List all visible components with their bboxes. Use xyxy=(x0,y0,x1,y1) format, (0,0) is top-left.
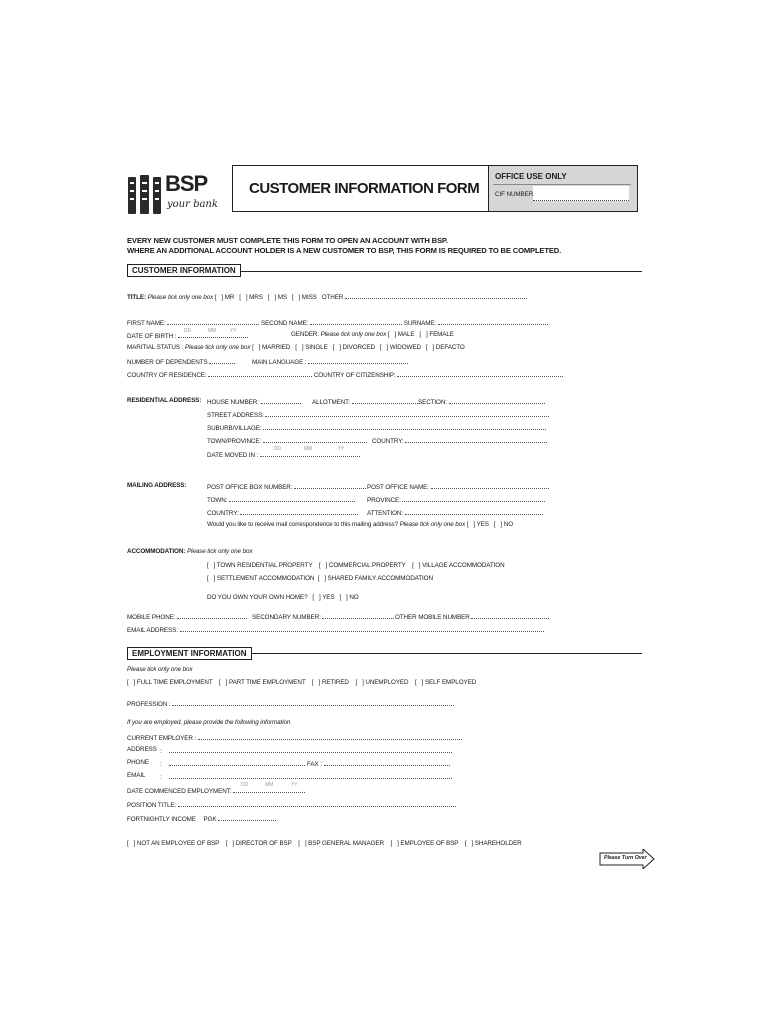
mail-town-field[interactable] xyxy=(229,495,355,502)
moved-label: DATE MOVED IN : xyxy=(207,452,259,459)
form-title: CUSTOMER INFORMATION FORM xyxy=(249,180,480,197)
mail-country-field[interactable] xyxy=(240,508,358,515)
allotment-label: ALLOTMENT: xyxy=(312,399,350,406)
title-hint: Please tick only one box xyxy=(147,294,214,301)
fax-field[interactable] xyxy=(324,759,450,766)
accommodation-row-1[interactable]: [ ] TOWN RESIDENTIAL PROPERTY [ ] COMMERCIAL PROPERTY [ ] VILLAGE ACCOMMODATION xyxy=(207,562,505,569)
second-name-label: SECOND NAME: xyxy=(260,320,309,327)
suburb-field[interactable] xyxy=(263,423,546,430)
title-options[interactable]: [ ] MR [ ] MRS [ ] MS [ ] MISS OTHER xyxy=(214,294,344,301)
surname-field[interactable] xyxy=(438,318,548,325)
employer-label: CURRENT EMPLOYER : xyxy=(127,735,197,742)
pobox-label: POST OFFICE BOX NUMBER: xyxy=(207,484,293,491)
allotment-field[interactable] xyxy=(352,397,420,404)
residence-label: COUNTRY OF RESIDENCE: xyxy=(127,372,207,379)
residential-label: RESIDENTIAL ADDRESS: xyxy=(127,397,202,404)
commenced-field[interactable]: DD MM YY xyxy=(233,786,305,793)
province-label: PROVINCE: xyxy=(367,497,401,504)
house-label: HOUSE NUMBER: xyxy=(207,399,259,406)
other-mobile-label: OTHER MOBILE NUMBER xyxy=(395,614,470,621)
poname-field[interactable] xyxy=(431,482,549,489)
section-label: SECTION: xyxy=(418,399,447,406)
office-use-box xyxy=(488,165,638,212)
residence-field[interactable] xyxy=(208,370,312,377)
dependents-field[interactable] xyxy=(209,357,235,364)
accommodation-hint: Please tick only one box xyxy=(186,548,253,555)
intro-line-2: WHERE AN ADDITIONAL ACCOUNT HOLDER IS A NEW CUSTOMER TO BSP, THIS FORM IS REQUIRED TO BE COMPLETED. xyxy=(127,246,562,255)
street-field[interactable] xyxy=(265,410,549,417)
income-field[interactable] xyxy=(218,814,276,821)
dob-label: DATE OF BIRTH : xyxy=(127,333,177,340)
mailing-label: MAILING ADDRESS: xyxy=(127,482,187,489)
title-label: TITLE: xyxy=(127,294,146,301)
res-country-field[interactable] xyxy=(405,436,547,443)
house-field[interactable] xyxy=(261,397,301,404)
attention-field[interactable] xyxy=(405,508,543,515)
second-name-field[interactable] xyxy=(310,318,402,325)
province-field[interactable] xyxy=(402,495,545,502)
mobile-label: MOBILE PHONE: xyxy=(127,614,176,621)
town-province-field[interactable] xyxy=(263,436,367,443)
please-turn-over[interactable] xyxy=(599,849,655,869)
office-use-title: OFFICE USE ONLY xyxy=(495,172,567,181)
title-other-field[interactable] xyxy=(345,292,527,299)
emp-address-field[interactable] xyxy=(169,746,452,753)
mobile-field[interactable] xyxy=(177,612,247,619)
logo-tagline: your bank xyxy=(167,199,218,210)
other-mobile-field[interactable] xyxy=(471,612,549,619)
secondary-label: SECONDARY NUMBER: xyxy=(252,614,321,621)
bsp-relation-options[interactable]: [ ] NOT AN EMPLOYEE OF BSP [ ] DIRECTOR OF BSP [ ] BSP GENERAL MANAGER [ ] EMPLOYEE OF BSP [ ] SHAREHOLDER xyxy=(127,840,522,847)
email-address-label: EMAIL ADDRESS: xyxy=(127,627,178,634)
title-box xyxy=(232,165,490,212)
email-address-field[interactable] xyxy=(180,625,544,632)
gender-hint: Please tick only one box xyxy=(320,331,387,338)
accommodation-row-2[interactable]: [ ] SETTLEMENT ACCOMMODATION [ ] SHARED FAMILY ACCOMMODATION xyxy=(207,575,433,582)
employer-field[interactable] xyxy=(198,733,462,740)
income-currency: PGK xyxy=(203,816,217,823)
marital-hint: Please tick only one box xyxy=(184,344,251,351)
employment-options[interactable]: [ ] FULL TIME EMPLOYMENT [ ] PART TIME EMPLOYMENT [ ] RETIRED [ ] UNEMPLOYED [ ] SELF EMPLOYED xyxy=(127,679,477,686)
dob-field[interactable]: DD MM YY xyxy=(178,331,248,338)
first-name-field[interactable] xyxy=(167,318,259,325)
mail-question: Would you like to receive mail correspondence to this mailing address? xyxy=(207,521,398,528)
accommodation-label: ACCOMMODATION: xyxy=(127,548,186,555)
emp-address-label: ADDRESS xyxy=(127,746,157,753)
res-country-label: COUNTRY: xyxy=(372,438,404,445)
street-label: STREET ADDRESS: xyxy=(207,412,264,419)
emp-email-label: EMAIL xyxy=(127,772,146,779)
mail-town-label: TOWN: xyxy=(207,497,228,504)
section-field[interactable] xyxy=(449,397,545,404)
moved-field[interactable]: DD MM YY xyxy=(260,450,360,457)
customer-info-heading: CUSTOMER INFORMATION xyxy=(127,264,241,277)
position-field[interactable] xyxy=(178,800,456,807)
income-label: FORTNIGHTLY INCOME xyxy=(127,816,196,823)
pto-label: Please Turn Over xyxy=(604,855,647,861)
employed-hint: If you are employed, please provide the following information xyxy=(127,719,291,726)
dependents-label: NUMBER OF DEPENDENTS xyxy=(127,359,208,366)
own-home-question[interactable]: DO YOU OWN YOUR OWN HOME? [ ] YES [ ] NO xyxy=(207,594,359,601)
position-label: POSITION TITLE: xyxy=(127,802,177,809)
citizenship-label: COUNTRY OF CITIZENSHIP: xyxy=(313,372,396,379)
emp-phone-field[interactable] xyxy=(169,759,305,766)
suburb-label: SUBURB/VILLAGE: xyxy=(207,425,262,432)
gender-options[interactable]: [ ] MALE [ ] FEMALE xyxy=(387,331,454,338)
logo-brand: BSP xyxy=(165,171,208,196)
language-field[interactable] xyxy=(308,357,408,364)
attention-label: ATTENTION: xyxy=(367,510,403,517)
employment-hint: Please tick only one box xyxy=(127,666,193,673)
surname-label: SURNAME: xyxy=(403,320,437,327)
gender-label: GENDER: xyxy=(291,331,319,338)
emp-phone-label: PHONE xyxy=(127,759,149,766)
town-province-label: TOWN/PROVINCE: xyxy=(207,438,262,445)
language-label: MAIN LANGUAGE : xyxy=(252,359,307,366)
mail-question-hint: Please tick only one box xyxy=(399,521,466,528)
bsp-logo xyxy=(127,171,218,218)
citizenship-field[interactable] xyxy=(397,370,563,377)
marital-label: MARITIAL STATUS : xyxy=(127,344,184,351)
commenced-label: DATE COMMENCED EMPLOYMENT: xyxy=(127,788,232,795)
pobox-field[interactable] xyxy=(294,482,366,489)
fax-label: FAX : xyxy=(306,761,322,768)
secondary-field[interactable] xyxy=(322,612,394,619)
employment-heading: EMPLOYMENT INFORMATION xyxy=(127,647,252,660)
marital-options[interactable]: [ ] MARRIED [ ] SINGLE [ ] DIVORCED [ ] WIDOWED [ ] DEFACTO xyxy=(252,344,465,351)
emp-email-field[interactable] xyxy=(169,772,452,779)
profession-field[interactable] xyxy=(172,699,454,706)
cif-number-label: CIF NUMBER xyxy=(495,191,534,198)
poname-label: POST OFFICE NAME: xyxy=(367,484,429,491)
profession-label: PROFESSION : xyxy=(127,701,171,708)
intro-line-1: EVERY NEW CUSTOMER MUST COMPLETE THIS FORM TO OPEN AN ACCOUNT WITH BSP. xyxy=(127,236,448,245)
mail-country-label: COUNTRY: xyxy=(207,510,239,517)
mail-options[interactable]: [ ] YES [ ] NO xyxy=(466,521,514,528)
first-name-label: FIRST NAME: xyxy=(127,320,166,327)
cif-number-field[interactable] xyxy=(533,186,629,201)
